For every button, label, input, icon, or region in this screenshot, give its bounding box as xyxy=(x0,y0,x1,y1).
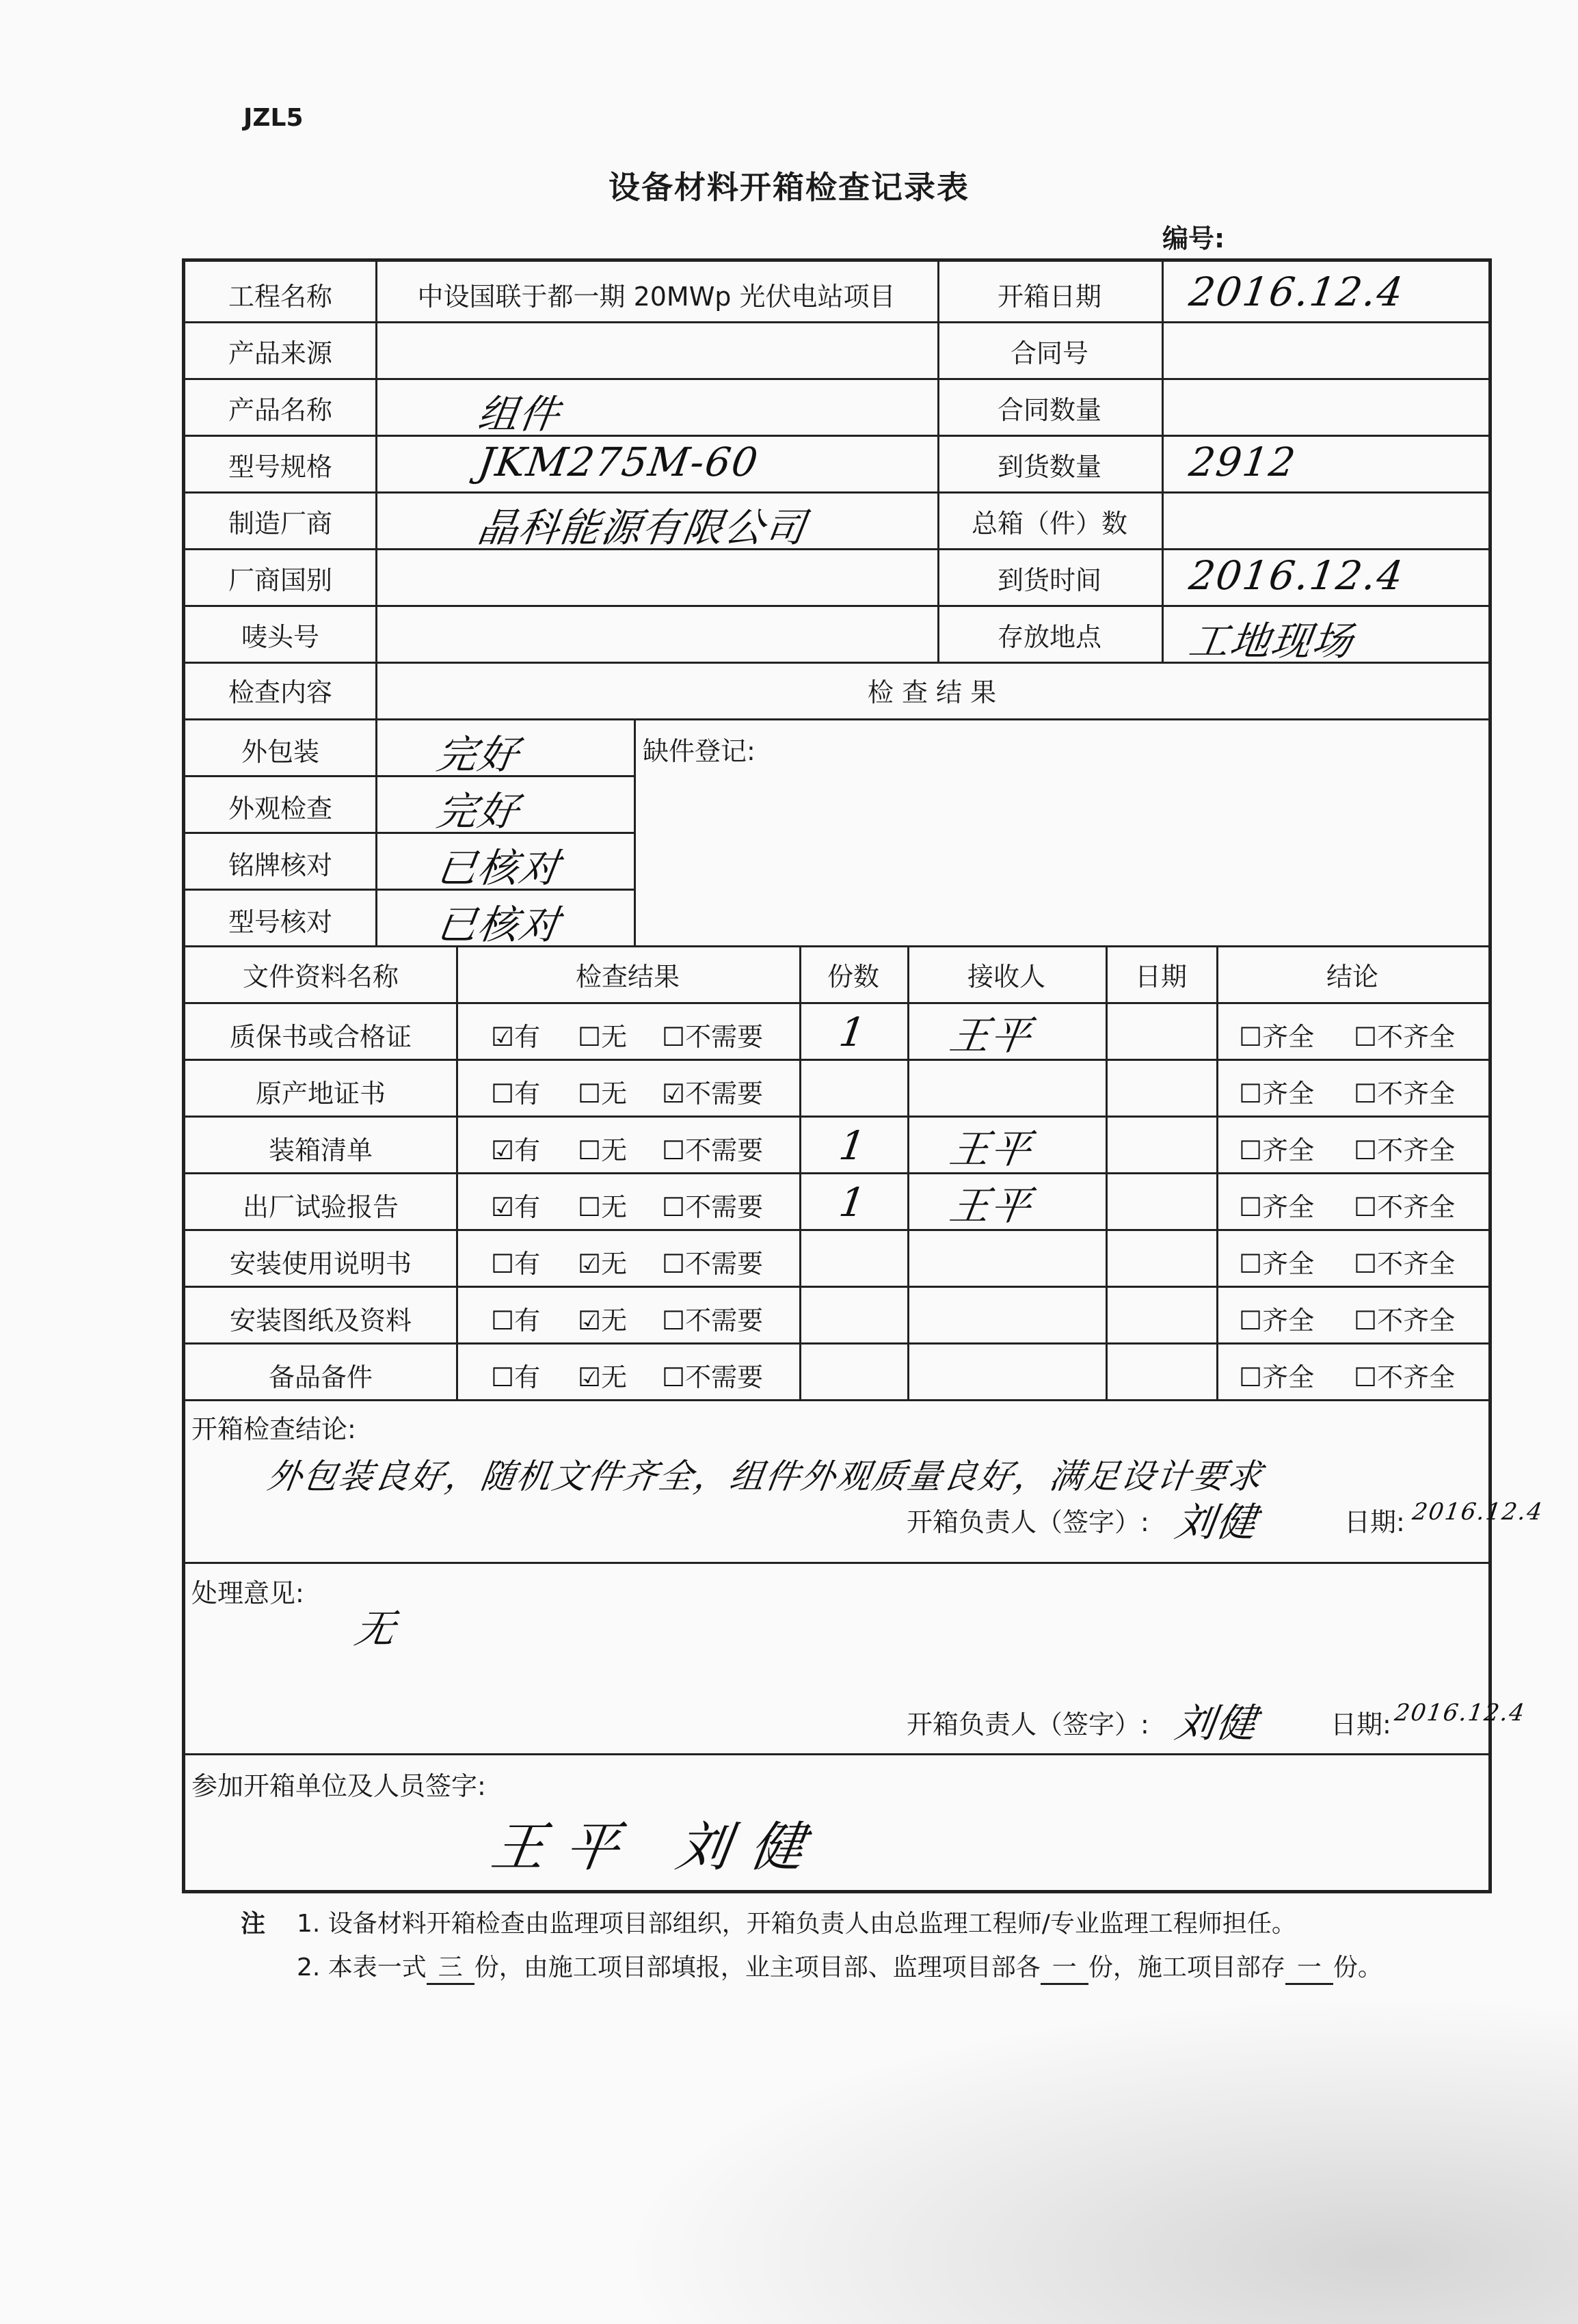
page-title: 设备材料开箱检查记录表 xyxy=(609,169,969,206)
doc-receiver-signature: 王平 xyxy=(946,1126,1036,1172)
info-label: 开箱日期 xyxy=(997,282,1101,312)
doc-receiver-signature: 王平 xyxy=(946,1183,1036,1229)
docs-header-date: 日期 xyxy=(1134,962,1187,992)
empty-box-icon[interactable]: ☐ xyxy=(662,1306,686,1336)
doc-conclusion-option-label: 不齐全 xyxy=(1377,1192,1456,1222)
empty-box-icon[interactable]: ☐ xyxy=(662,1022,686,1052)
doc-result-not-needed-checkbox[interactable] xyxy=(662,1016,763,1053)
doc-conclusion-option-label: 不齐全 xyxy=(1377,1362,1456,1392)
info-value: 2016.12.4 xyxy=(1186,269,1407,315)
inspection-item-label: 外观检查 xyxy=(228,794,332,824)
docs-header-receiver: 接收人 xyxy=(967,962,1045,992)
opinion-date: 2016.12.4 xyxy=(1393,1699,1527,1727)
doc-result-option-label: 有 xyxy=(514,1079,541,1109)
doc-conclusion-complete-checkbox[interactable] xyxy=(1239,1129,1314,1167)
doc-conclusion-complete-checkbox[interactable] xyxy=(1239,1356,1314,1394)
empty-box-icon[interactable]: ☐ xyxy=(662,1249,686,1279)
info-label: 产品名称 xyxy=(228,395,332,425)
inspection-result-label: 检 查 结 果 xyxy=(867,677,997,707)
checked-box-icon[interactable]: ☑ xyxy=(491,1022,515,1052)
doc-receiver-signature: 王平 xyxy=(946,1012,1036,1059)
checked-box-icon[interactable]: ☑ xyxy=(491,1192,515,1222)
info-label: 到货数量 xyxy=(997,452,1101,482)
checked-box-icon[interactable]: ☑ xyxy=(578,1249,602,1279)
empty-box-icon[interactable]: ☐ xyxy=(578,1135,602,1165)
doc-result-no-checkbox[interactable] xyxy=(578,1243,627,1280)
info-label: 型号规格 xyxy=(228,452,332,482)
conclusion-label: 开箱检查结论: xyxy=(191,1414,356,1444)
doc-conclusion-incomplete-checkbox[interactable] xyxy=(1354,1356,1455,1394)
empty-box-icon[interactable]: ☐ xyxy=(662,1192,686,1222)
doc-result-yes-checkbox[interactable] xyxy=(491,1243,540,1280)
doc-conclusion-option-label: 齐全 xyxy=(1262,1079,1315,1109)
info-label: 到货时间 xyxy=(997,565,1101,595)
doc-result-not-needed-checkbox[interactable] xyxy=(662,1356,763,1394)
inspection-item-value: 已核对 xyxy=(433,845,564,891)
conclusion-text: 外包装良好，随机文件齐全，组件外观质量良好，满足设计要求 xyxy=(265,1457,1266,1496)
doc-conclusion-incomplete-checkbox[interactable] xyxy=(1354,1243,1455,1280)
doc-result-option-label: 有 xyxy=(514,1022,541,1052)
participants-label: 参加开箱单位及人员签字: xyxy=(191,1771,486,1801)
doc-copies: 1 xyxy=(836,1122,870,1169)
doc-result-option-label: 不需要 xyxy=(685,1022,764,1052)
empty-box-icon[interactable]: ☐ xyxy=(1239,1022,1263,1052)
doc-conclusion-incomplete-checkbox[interactable] xyxy=(1354,1016,1455,1053)
doc-name: 备品备件 xyxy=(268,1362,373,1392)
doc-conclusion-complete-checkbox[interactable] xyxy=(1239,1016,1314,1053)
empty-box-icon[interactable]: ☐ xyxy=(1239,1306,1263,1336)
empty-box-icon[interactable]: ☐ xyxy=(491,1362,515,1392)
checked-box-icon[interactable]: ☑ xyxy=(578,1362,602,1392)
empty-box-icon[interactable]: ☐ xyxy=(1354,1249,1378,1279)
inspection-item-value: 完好 xyxy=(433,731,523,778)
doc-conclusion-option-label: 齐全 xyxy=(1262,1249,1315,1279)
doc-conclusion-option-label: 齐全 xyxy=(1262,1306,1315,1336)
doc-name: 出厂试验报告 xyxy=(242,1192,399,1222)
empty-box-icon[interactable]: ☐ xyxy=(1354,1079,1378,1109)
info-label: 工程名称 xyxy=(228,282,332,312)
empty-box-icon[interactable]: ☐ xyxy=(1354,1362,1378,1392)
doc-result-yes-checkbox[interactable] xyxy=(491,1072,540,1110)
doc-conclusion-complete-checkbox[interactable] xyxy=(1239,1243,1314,1280)
doc-result-option-label: 不需要 xyxy=(685,1135,764,1165)
empty-box-icon[interactable]: ☐ xyxy=(1239,1135,1263,1165)
doc-conclusion-option-label: 不齐全 xyxy=(1377,1022,1456,1052)
info-label: 存放地点 xyxy=(997,622,1101,652)
conclusion-signature: 刘健 xyxy=(1172,1499,1261,1545)
doc-result-not-needed-checkbox[interactable] xyxy=(662,1129,763,1167)
inspection-item-label: 型号核对 xyxy=(228,907,332,937)
doc-conclusion-option-label: 不齐全 xyxy=(1377,1306,1456,1336)
conclusion-sign-label: 开箱负责人（签字）: xyxy=(907,1507,1149,1537)
empty-box-icon[interactable]: ☐ xyxy=(578,1079,602,1109)
opinion-label: 处理意见: xyxy=(191,1578,304,1608)
info-label: 唛头号 xyxy=(241,622,319,652)
doc-result-no-checkbox[interactable] xyxy=(578,1299,627,1337)
doc-result-no-checkbox[interactable] xyxy=(578,1129,627,1167)
empty-box-icon[interactable]: ☐ xyxy=(1239,1249,1263,1279)
doc-result-option-label: 不需要 xyxy=(685,1249,764,1279)
doc-result-no-checkbox[interactable] xyxy=(578,1072,627,1110)
opinion-date-label: 日期: xyxy=(1330,1710,1391,1740)
inspection-content-label: 检查内容 xyxy=(228,677,332,707)
inspection-item-value: 完好 xyxy=(433,788,523,835)
info-value: 2016.12.4 xyxy=(1186,552,1407,599)
info-label: 合同号 xyxy=(1010,338,1088,368)
doc-conclusion-option-label: 不齐全 xyxy=(1377,1249,1456,1279)
doc-conclusion-complete-checkbox[interactable] xyxy=(1239,1186,1314,1224)
doc-conclusion-incomplete-checkbox[interactable] xyxy=(1354,1129,1455,1167)
serial-label: 编号: xyxy=(1162,224,1225,254)
participant-signatures: 王平 刘健 xyxy=(487,1817,829,1878)
empty-box-icon[interactable]: ☐ xyxy=(491,1079,515,1109)
inspection-item-value: 已核对 xyxy=(433,902,564,948)
doc-name: 原产地证书 xyxy=(255,1079,386,1109)
doc-result-option-label: 无 xyxy=(601,1306,628,1336)
doc-result-option-label: 有 xyxy=(514,1306,541,1336)
missing-parts-label: 缺件登记: xyxy=(643,736,755,766)
info-value: 组件 xyxy=(474,391,564,437)
doc-result-option-label: 有 xyxy=(514,1249,541,1279)
doc-result-option-label: 有 xyxy=(514,1362,541,1392)
doc-conclusion-option-label: 齐全 xyxy=(1262,1362,1315,1392)
docs-header-name: 文件资料名称 xyxy=(242,962,399,992)
doc-result-option-label: 无 xyxy=(601,1249,628,1279)
conclusion-date-label: 日期: xyxy=(1344,1507,1405,1537)
opinion-sign-label: 开箱负责人（签字）: xyxy=(907,1710,1149,1740)
info-value: 工地现场 xyxy=(1186,618,1357,664)
doc-conclusion-option-label: 不齐全 xyxy=(1377,1135,1456,1165)
doc-conclusion-incomplete-checkbox[interactable] xyxy=(1354,1299,1455,1337)
docs-header-conclusion: 结论 xyxy=(1326,962,1378,992)
empty-box-icon[interactable]: ☐ xyxy=(1354,1192,1378,1222)
info-label: 厂商国别 xyxy=(228,565,332,595)
doc-result-option-label: 有 xyxy=(514,1135,541,1165)
doc-result-option-label: 不需要 xyxy=(685,1306,764,1336)
doc-result-yes-checkbox[interactable] xyxy=(491,1186,540,1224)
doc-conclusion-incomplete-checkbox[interactable] xyxy=(1354,1072,1455,1110)
doc-copies: 1 xyxy=(836,1179,870,1226)
doc-result-yes-checkbox[interactable] xyxy=(491,1016,540,1053)
info-label: 合同数量 xyxy=(997,395,1101,425)
doc-result-option-label: 无 xyxy=(601,1192,628,1222)
doc-conclusion-option-label: 齐全 xyxy=(1262,1192,1315,1222)
conclusion-date: 2016.12.4 xyxy=(1410,1498,1545,1526)
form-code: JZL5 xyxy=(243,104,304,132)
info-label: 总箱（件）数 xyxy=(971,509,1127,539)
note-1: 1. 设备材料开箱检查由监理项目部组织，开箱负责人由总监理工程师/专业监理工程师担任。 xyxy=(297,1910,1296,1938)
doc-result-option-label: 无 xyxy=(601,1022,628,1052)
empty-box-icon[interactable]: ☐ xyxy=(1239,1079,1263,1109)
doc-result-option-label: 有 xyxy=(514,1192,541,1222)
info-label: 制造厂商 xyxy=(228,509,332,539)
inspection-item-label: 铭牌核对 xyxy=(228,850,332,880)
scan-smudge xyxy=(615,1996,1578,2324)
doc-result-not-needed-checkbox[interactable] xyxy=(662,1243,763,1280)
empty-box-icon[interactable]: ☐ xyxy=(1354,1135,1378,1165)
empty-box-icon[interactable]: ☐ xyxy=(578,1192,602,1222)
empty-box-icon[interactable]: ☐ xyxy=(491,1306,515,1336)
doc-name: 安装图纸及资料 xyxy=(229,1306,412,1336)
docs-header-copies: 份数 xyxy=(827,962,879,992)
docs-header-result: 检查结果 xyxy=(575,962,680,992)
doc-result-no-checkbox[interactable] xyxy=(578,1186,627,1224)
doc-result-option-label: 无 xyxy=(601,1362,628,1392)
opinion-text: 无 xyxy=(351,1606,400,1652)
checked-box-icon[interactable]: ☑ xyxy=(491,1135,515,1165)
info-value: JKM275M-60 xyxy=(475,439,762,485)
note-2: 2. 本表一式 三 份，由施工项目部填报，业主项目部、监理项目部各 一 份，施工项目部存 一 份。 xyxy=(297,1948,1382,1985)
doc-result-option-label: 不需要 xyxy=(685,1192,764,1222)
doc-result-yes-checkbox[interactable] xyxy=(491,1356,540,1394)
notes-prefix: 注 xyxy=(241,1910,266,1938)
info-value: 中设国联于都一期 20MWp 光伏电站项目 xyxy=(417,282,896,312)
doc-conclusion-incomplete-checkbox[interactable] xyxy=(1354,1186,1455,1224)
doc-result-no-checkbox[interactable] xyxy=(578,1356,627,1394)
empty-box-icon[interactable]: ☐ xyxy=(578,1022,602,1052)
empty-box-icon[interactable]: ☐ xyxy=(662,1362,686,1392)
info-value: 晶科能源有限公司 xyxy=(474,504,810,551)
doc-conclusion-option-label: 齐全 xyxy=(1262,1022,1315,1052)
info-label: 产品来源 xyxy=(228,338,332,368)
doc-result-option-label: 无 xyxy=(601,1079,628,1109)
doc-conclusion-complete-checkbox[interactable] xyxy=(1239,1299,1314,1337)
empty-box-icon[interactable]: ☐ xyxy=(1239,1362,1263,1392)
doc-result-yes-checkbox[interactable] xyxy=(491,1299,540,1337)
empty-box-icon[interactable]: ☐ xyxy=(1354,1022,1378,1052)
inspection-item-label: 外包装 xyxy=(241,737,319,767)
doc-conclusion-complete-checkbox[interactable] xyxy=(1239,1072,1314,1110)
doc-conclusion-option-label: 齐全 xyxy=(1262,1135,1315,1165)
empty-box-icon[interactable]: ☐ xyxy=(491,1249,515,1279)
doc-result-not-needed-checkbox[interactable] xyxy=(662,1299,763,1337)
info-value: 2912 xyxy=(1186,439,1300,485)
doc-conclusion-option-label: 不齐全 xyxy=(1377,1079,1456,1109)
doc-name: 装箱清单 xyxy=(268,1135,373,1165)
empty-box-icon[interactable]: ☐ xyxy=(1354,1306,1378,1336)
doc-name: 安装使用说明书 xyxy=(229,1249,412,1279)
doc-copies: 1 xyxy=(836,1009,870,1055)
empty-box-icon[interactable]: ☐ xyxy=(1239,1192,1263,1222)
doc-result-not-needed-checkbox[interactable] xyxy=(662,1072,763,1110)
opinion-signature: 刘健 xyxy=(1172,1700,1261,1746)
checked-box-icon[interactable]: ☑ xyxy=(578,1306,602,1336)
empty-box-icon[interactable]: ☐ xyxy=(662,1135,686,1165)
doc-result-option-label: 无 xyxy=(601,1135,628,1165)
doc-result-yes-checkbox[interactable] xyxy=(491,1129,540,1167)
doc-result-not-needed-checkbox[interactable] xyxy=(662,1186,763,1224)
doc-result-no-checkbox[interactable] xyxy=(578,1016,627,1053)
doc-result-option-label: 不需要 xyxy=(685,1079,764,1109)
checked-box-icon[interactable]: ☑ xyxy=(662,1079,686,1109)
doc-result-option-label: 不需要 xyxy=(685,1362,764,1392)
doc-name: 质保书或合格证 xyxy=(229,1022,412,1052)
